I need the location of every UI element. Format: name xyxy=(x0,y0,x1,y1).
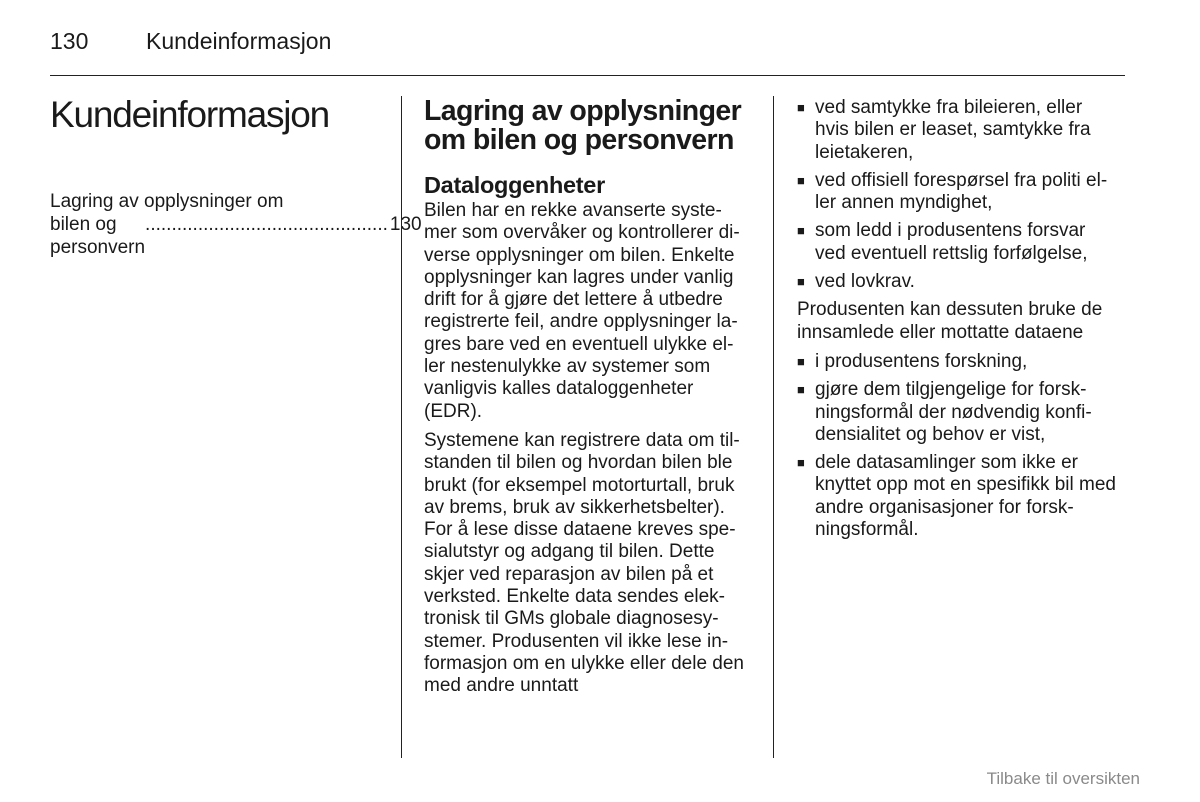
list-item xyxy=(797,220,1132,265)
list-item-text: i produsentens forskning, xyxy=(815,350,1028,372)
toc-entry-text: bilen og personvern xyxy=(50,214,146,258)
paragraph: Systemene kan registrere data om til- standen til bilen og hvordan bilen ble brukt (for eksempel motorturtall, bruk av brems, bruk av sikkerhetsbelter). For å lese disse dataene kreves spe- sialutstyr og adgang til bilen. Dette skjer ved reparasjon av bilen på et verksted. Enkelte data sendes elek- tronisk til GMs globale diagnosesy- stemer. Produsenten vil ikke lese in- formasjon om en ulykke eller dele den med andre unntatt xyxy=(424,429,745,697)
subsection-title: Dataloggenheter xyxy=(424,172,605,198)
column-divider-right xyxy=(773,96,774,758)
bullet-square-icon: ■ xyxy=(797,172,805,188)
bullet-square-icon: ■ xyxy=(797,274,805,290)
list-item xyxy=(797,170,1132,215)
list-item xyxy=(797,271,1132,293)
bullet-square-icon: ■ xyxy=(797,353,805,369)
page-header xyxy=(50,26,331,56)
column-divider-left xyxy=(401,96,402,758)
back-to-overview-link[interactable]: Tilbake til oversikten xyxy=(986,769,1140,788)
bullet-square-icon: ■ xyxy=(797,455,805,471)
list-item-text: ved samtykke fra bileieren, eller hvis bilen er leaset, samtykke fra leietakeren, xyxy=(815,97,1091,163)
list-item xyxy=(797,452,1132,541)
list-item xyxy=(797,97,1132,164)
chapter-title: Kundeinformasjon xyxy=(50,94,330,135)
column-middle xyxy=(424,97,759,705)
toc-entry-line1[interactable]: Lagring av opplysninger om xyxy=(50,191,284,212)
bullet-square-icon: ■ xyxy=(797,100,805,115)
table-of-contents xyxy=(50,190,422,259)
toc-leader-dots: .............................................. xyxy=(145,214,388,235)
paragraph: Produsenten kan dessuten bruke de innsamlede eller mottatte dataene xyxy=(797,299,1103,343)
list-item-text: ved offisiell forespørsel fra politi el- ler annen myndighet, xyxy=(815,169,1108,214)
column-right xyxy=(797,97,1132,547)
list-item-text: som ledd i produsentens forsvar ved eventuell rettslig forfølgelse, xyxy=(815,220,1088,264)
list-item-text: gjøre dem tilgjengelige for forsk- ningsformål der nødvendig konfi- densialitet og behov er vist, xyxy=(815,379,1092,445)
bullet-square-icon: ■ xyxy=(797,223,805,239)
list-item-text: ved lovkrav. xyxy=(815,271,915,293)
section-title: Lagring av opplysninger om bilen og personvern xyxy=(424,95,742,156)
header-divider xyxy=(50,75,1125,76)
paragraph: Bilen har en rekke avanserte syste- mer som overvåker og kontrollerer di- verse opplysninger om bilen. Enkelte opplysninger kan lagres under vanlig drift for å gjøre det lettere å utbedre registrerte feil, andre opplysninger la- gres bare ved en eventuell ulykke el- ler nestenulykke av systemer som vanligvis kalles dataloggenheter (EDR). xyxy=(424,200,740,422)
toc-page-number: 130 xyxy=(389,214,422,235)
bullet-square-icon: ■ xyxy=(797,382,805,398)
list-item-text: dele datasamlinger som ikke er knyttet opp mot en spesifikk bil med andre organisasjoner for forsk- ningsformål. xyxy=(815,452,1116,541)
list-item xyxy=(797,379,1132,446)
list-item xyxy=(797,351,1132,373)
header-title: Kundeinformasjon xyxy=(146,28,332,54)
page-number: 130 xyxy=(50,28,89,54)
toc-entry-line2[interactable] xyxy=(50,213,422,259)
